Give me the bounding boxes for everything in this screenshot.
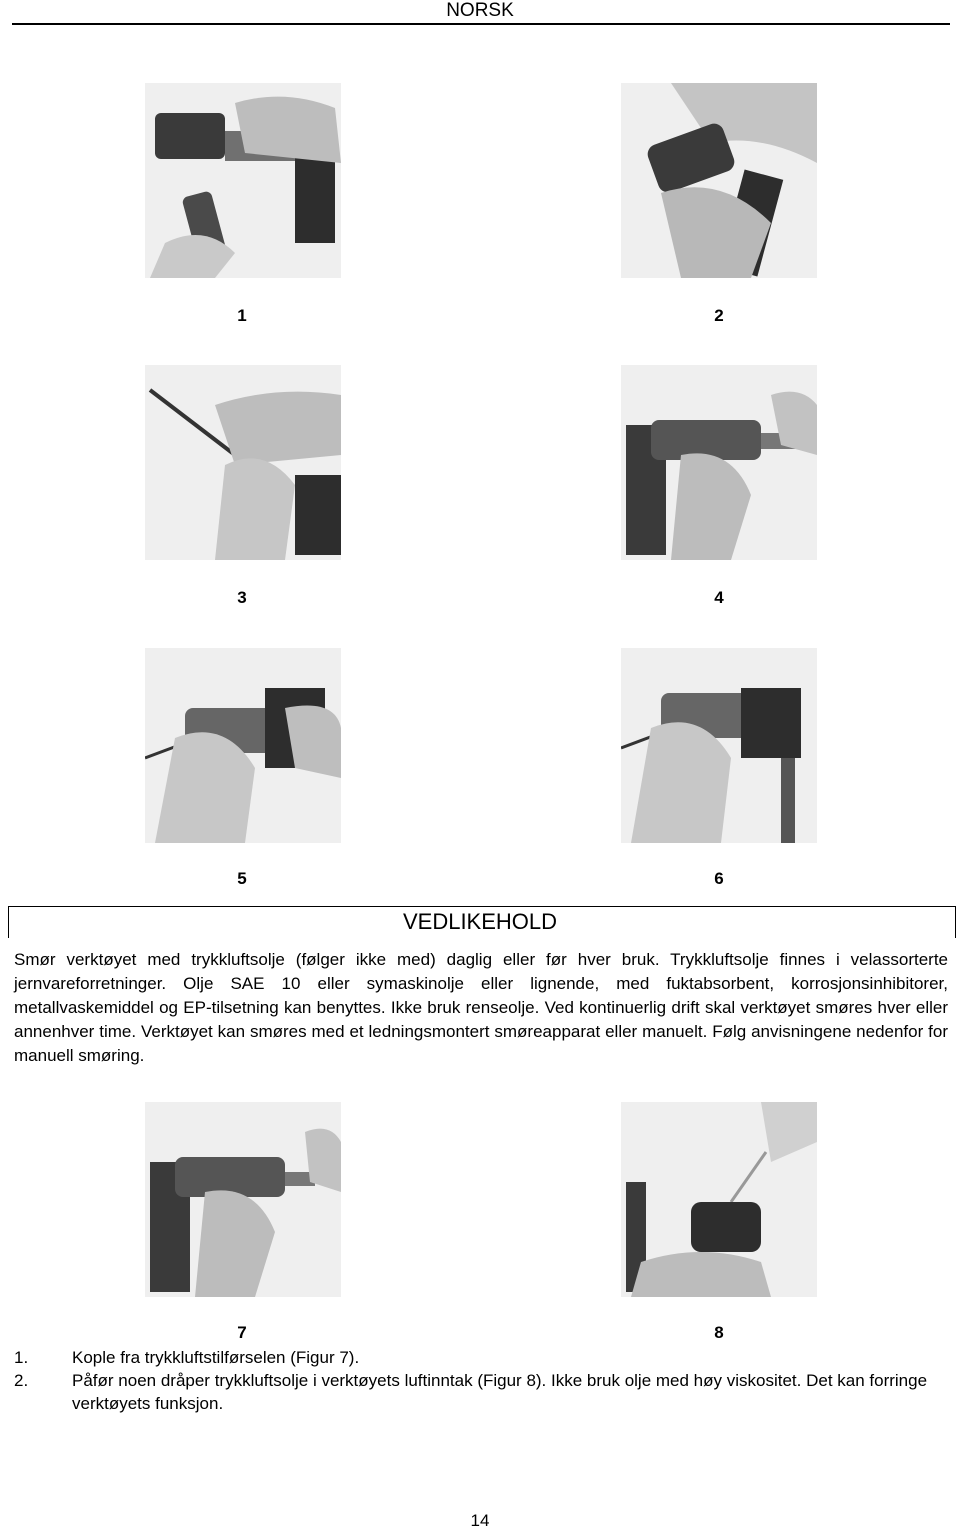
page-header-language: NORSK [446,0,514,21]
maintenance-paragraph: Smør verktøyet med trykkluftsolje (følger ikke med) daglig eller før hver bruk. Trykkluftsolje finnes i velassorterte jernvareforretninger. Olje SAE 10 eller symaskinolje eller lignende, med fuktabsorbent, korrosjonsinhibitorer, metallvaskemiddel og EP-tilsetning kan benyttes. Ikke bruk renseolje. Ved kontinuerlig drift skal verktøyet smøres hver eller annenhver time. Verktøyet kan smøres med et ledningsmontert smøreapparat eller manuelt. Følg anvisningene nedenfor for manuell smøring. [14,950,948,1065]
step-text: Påfør noen dråper trykkluftsolje i verktøyets luftinntak (Figur 8). Ikke bruk olje med høy viskositet. Det kan forringe verktøyets funksjon. [72,1371,928,1413]
figure-2-photo [621,83,817,278]
figure-1-photo [145,83,341,278]
figure-6-label: 6 [714,869,724,888]
list-item [14,1369,954,1415]
figure-4-photo [621,365,817,560]
step-text: Kople fra trykkluftstilførselen (Figur 7). [72,1348,360,1367]
figure-3-label: 3 [237,588,247,607]
figure-5-photo [145,648,341,843]
figure-8-photo [621,1102,817,1297]
figure-6-photo [621,648,817,843]
figure-7-label: 7 [237,1323,247,1342]
figure-5-label: 5 [237,869,247,888]
figure-1-label: 1 [237,306,247,325]
step-number: 2. [14,1371,29,1390]
list-item [14,1346,954,1369]
header-divider [12,23,950,25]
section-title: VEDLIKEHOLD [402,909,558,934]
figure-8-label: 8 [714,1323,724,1342]
maintenance-steps [14,1346,954,1415]
figure-3-photo [145,365,341,560]
figure-2-label: 2 [714,306,724,325]
step-number: 1. [14,1348,29,1367]
figure-7-photo [145,1102,341,1297]
page-number: 14 [470,1511,490,1530]
figure-4-label: 4 [714,588,724,607]
